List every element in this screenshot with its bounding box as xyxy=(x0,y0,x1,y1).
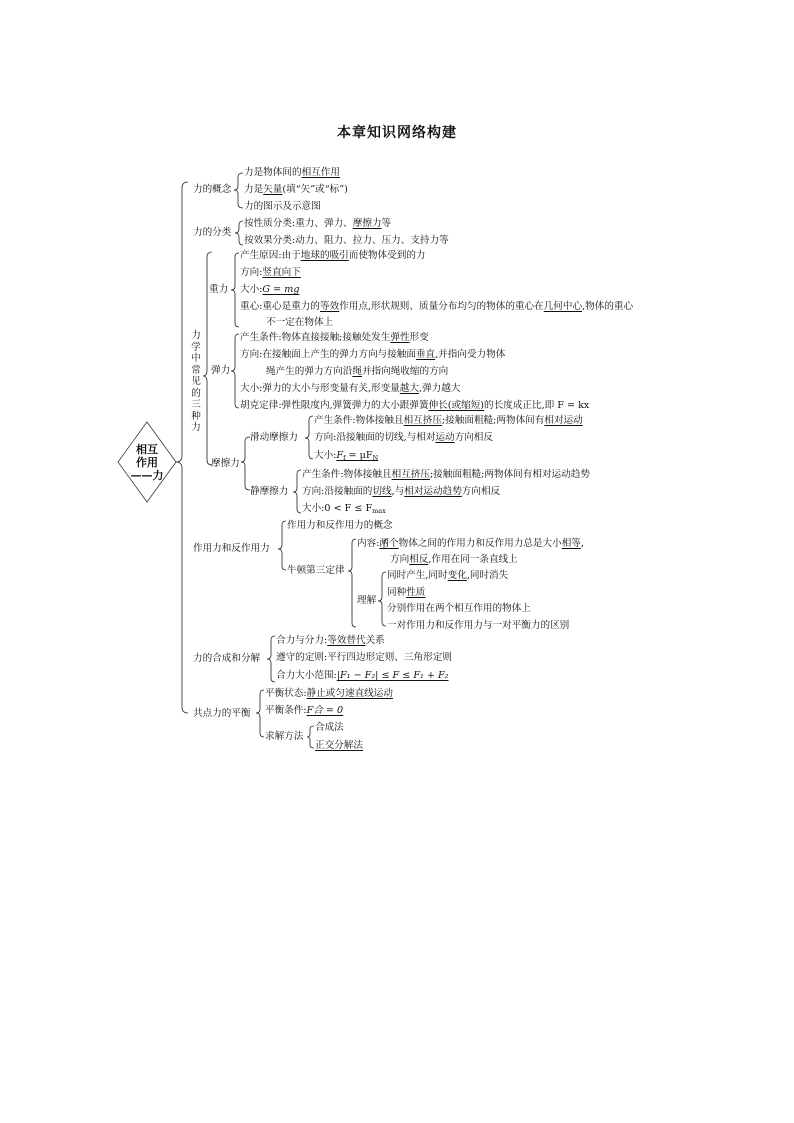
gravity-direction: 方向:竖直向下 xyxy=(240,267,301,278)
root-line2: 作用 xyxy=(136,456,158,469)
gravity-label: 重力 xyxy=(209,284,229,295)
root-line1: 相互 xyxy=(136,443,158,456)
brace-understand xyxy=(378,572,386,626)
elastic-size: 大小:弹力的大小与形变量有关,形变量越大,弹力越大 xyxy=(240,383,461,394)
equilibrium-cond: 平衡条件:F合 = 0 xyxy=(265,705,344,716)
equilibrium-state: 平衡状态:静止或匀速直线运动 xyxy=(265,688,393,699)
brace-gravity xyxy=(231,253,239,327)
classify-label: 力的分类 xyxy=(193,227,232,238)
static-dir: 方向:沿接触面的切线,与相对运动趋势方向相反 xyxy=(302,486,501,497)
understand-label: 理解 xyxy=(357,595,377,606)
equilibrium-method: 求解方法 xyxy=(265,731,304,742)
sliding-label: 滑动摩擦力 xyxy=(250,432,298,443)
brace-friction xyxy=(241,437,250,490)
static-cond: 产生条件:物体接触且相互挤压;接触面粗糙;两物体间有相对运动趋势 xyxy=(302,469,590,480)
sliding-size: 大小$:F_f = \mu F_N$ xyxy=(314,450,379,462)
gravity-center: 重心:重心是重力的等效作用点,形状规则、质量分布均匀的物体的重心在几何中心,物体的重心 xyxy=(240,301,634,312)
brace-classify xyxy=(235,221,243,245)
brace-newton xyxy=(348,539,356,627)
elastic-dir2: 绳产生的弹力方向沿绳并指向绳收缩的方向 xyxy=(266,366,449,377)
brace-compose xyxy=(267,636,275,682)
method-2: 正交分解法 xyxy=(315,740,363,751)
elastic-hooke: 胡克定律:弹性限度内,弹簧弹力的大小跟弹簧伸长(或缩短)的长度成正比,即 F = kx xyxy=(240,400,590,411)
equilibrium-label: 共点力的平衡 xyxy=(193,708,251,719)
understand-2: 同种性质 xyxy=(387,587,426,598)
brace-equilibrium xyxy=(256,690,264,737)
page-title: 本章知识网络构建 xyxy=(337,125,457,141)
action-label: 作用力和反作用力 xyxy=(193,543,270,554)
understand-1: 同时产生,同时变化,同时消失 xyxy=(387,570,509,581)
gravity-center2: 不一定在物体上 xyxy=(266,317,334,328)
main-brace xyxy=(176,182,188,713)
classify-item2: 按效果分类:动力、阻力、拉力、压力、支持力等 xyxy=(244,235,449,246)
compose-label: 力的合成和分解 xyxy=(193,653,261,664)
understand-4: 一对作用力和反作用力与一对平衡力的区别 xyxy=(387,620,570,631)
gravity-size: 大小:G = mg xyxy=(240,284,300,295)
brace-static xyxy=(293,470,301,513)
newton3-label: 牛顿第三定律 xyxy=(287,565,345,576)
sliding-cond: 产生条件:物体接触且相互挤压;接触面粗糙;两物体间有相对运动 xyxy=(314,415,583,426)
gravity-cause: 产生原因:由于地球的吸引而使物体受到的力 xyxy=(240,250,426,261)
understand-3: 分别作用在两个相互作用的物体上 xyxy=(387,603,531,614)
method-1: 合成法 xyxy=(315,722,344,733)
content-line2: 方向相反,作用在同一条直线上 xyxy=(390,554,518,565)
compose-item3: 合力大小范围:|F₁ − F₂| ≤ F ≤ F₁ + F₂ xyxy=(276,670,449,681)
elastic-cond: 产生条件:物体直接接触;接触处发生弹性形变 xyxy=(240,332,429,343)
brace-action xyxy=(278,521,286,570)
compose-item2: 遵守的定则:平行四边形定则、三角形定则 xyxy=(276,652,452,663)
static-label: 静摩擦力 xyxy=(250,486,289,497)
concept-item1: 力是物体间的相互作用 xyxy=(244,167,340,178)
root-line3: ——力 xyxy=(130,469,164,482)
concept-label: 力的概念 xyxy=(193,184,232,195)
friction-label: 摩擦力 xyxy=(211,458,240,469)
brace-sliding xyxy=(305,416,313,459)
elastic-dir1: 方向:在接触面上产生的弹力方向与接触面垂直,并指向受力物体 xyxy=(240,349,506,360)
classify-item1: 按性质分类:重力、弹力、摩擦力等 xyxy=(244,218,392,229)
concept-item2: 力是矢量(填“矢”或“标”) xyxy=(244,184,348,195)
content-line1: 内容:两个物体之间的作用力和反作用力总是大小相等, xyxy=(357,538,584,549)
brace-concept xyxy=(234,173,243,208)
compose-item1: 合力与分力:等效替代关系 xyxy=(276,635,385,646)
elastic-label: 弹力 xyxy=(211,365,231,376)
brace-method xyxy=(307,726,314,748)
static-size: 大小:0 < $F \le F_{max}$ xyxy=(302,503,386,515)
brace-elastic xyxy=(231,334,239,408)
three-forces-label: 力学中常见的三种力 xyxy=(191,330,201,433)
sliding-dir: 方向:沿接触面的切线,与相对运动方向相反 xyxy=(314,432,493,443)
concept-item3: 力的图示及示意图 xyxy=(244,201,321,212)
action-concept: 作用力和反作用力的概念 xyxy=(287,520,393,531)
